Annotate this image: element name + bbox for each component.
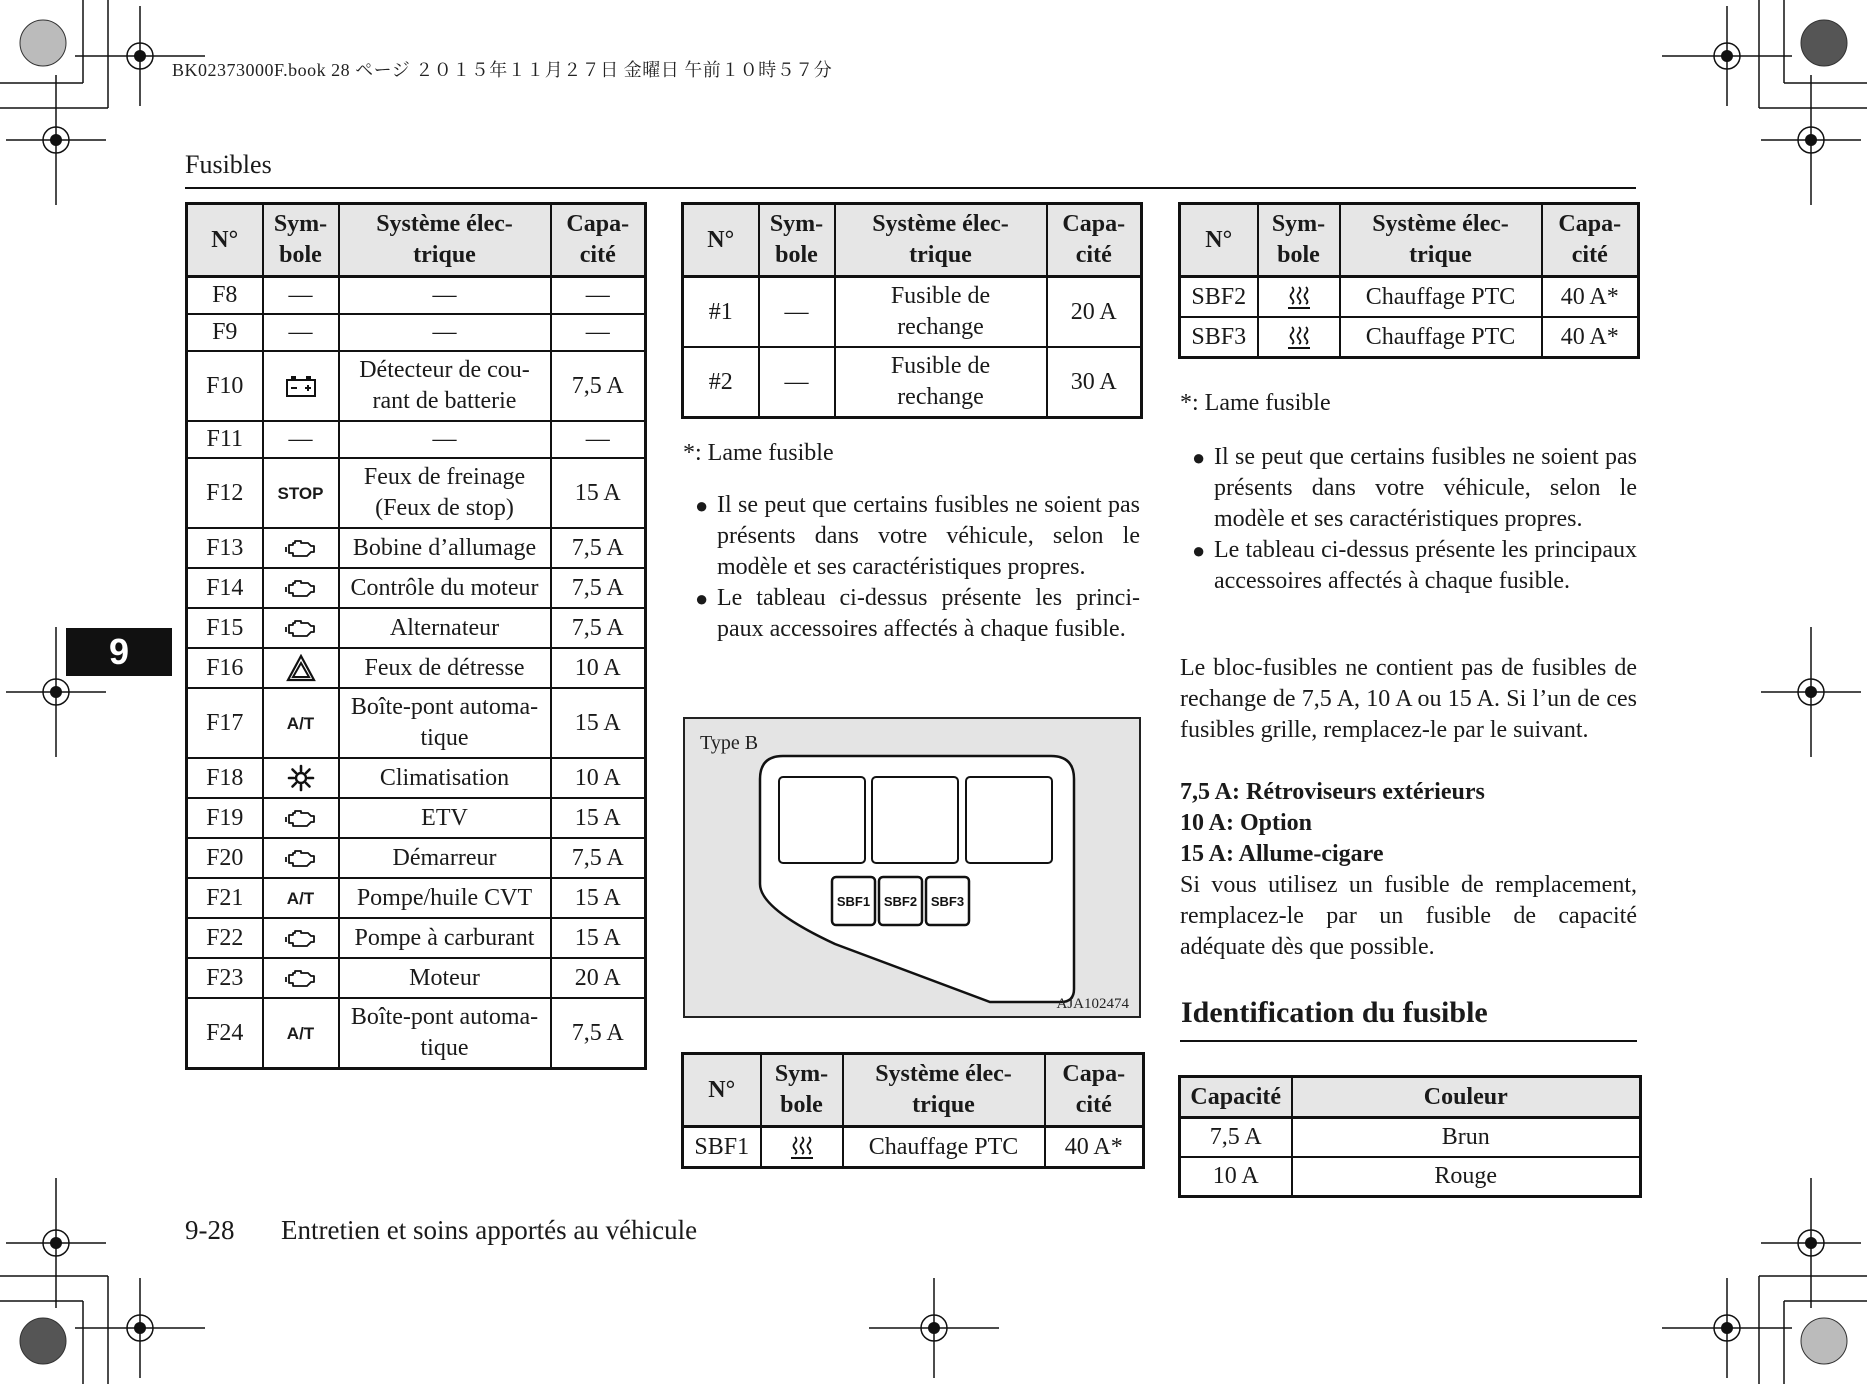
cell-capacity: 20 A: [1047, 277, 1142, 348]
heater-icon: [766, 1134, 838, 1160]
cell-system: —: [339, 314, 551, 351]
diagram-code: AJA102474: [1056, 996, 1129, 1012]
cell-system: Fusible de rechange: [835, 277, 1047, 348]
cell-fuse-number: F24: [187, 998, 263, 1069]
cell-fuse-number: F14: [187, 568, 263, 608]
table-row: [1180, 1157, 1641, 1197]
cell-color: Brun: [1292, 1118, 1641, 1158]
fuse-table-sbf2-sbf3: [1178, 202, 1640, 359]
list-item: ● Il se peut que certains fusibles ne soient pas présents dans votre véhicule, selon le modèle et ses caractéristiques propres.: [1192, 442, 1637, 535]
table-row: [187, 314, 646, 351]
cell-system: —: [339, 277, 551, 315]
cell-capacity: 7,5 A: [551, 528, 646, 568]
relay-slot: [966, 777, 1052, 863]
table-row: [187, 998, 646, 1069]
cell-capacity: —: [551, 421, 646, 458]
cell-fuse-number: #2: [683, 347, 759, 418]
table-row: [187, 648, 646, 688]
cell-symbol: —: [263, 314, 339, 351]
table-row: [683, 1127, 1144, 1168]
col-header-symbol: Sym- bole: [759, 204, 835, 277]
cell-capacity: —: [551, 314, 646, 351]
table-row: [187, 528, 646, 568]
cell-system: Contrôle du moteur: [339, 568, 551, 608]
cell-system: Chauffage PTC: [843, 1127, 1045, 1168]
col-header-no: N°: [1180, 204, 1258, 277]
col-header-no: N°: [187, 204, 263, 277]
fuse-table-spare: [681, 202, 1143, 419]
cell-capacity: 15 A: [551, 918, 646, 958]
cell-capacity: 10 A: [551, 758, 646, 798]
cell-capacity: 10 A: [551, 648, 646, 688]
cell-capacity: —: [551, 277, 646, 315]
diagram-type-label: Type B: [700, 732, 759, 754]
cell-system: Boîte-pont automa- tique: [339, 688, 551, 758]
table-row: [187, 918, 646, 958]
engine-icon: [268, 537, 334, 559]
cell-symbol: —: [759, 347, 835, 418]
cell-symbol: —: [759, 277, 835, 348]
cell-capacity: 7,5 A: [551, 608, 646, 648]
cell-capacity: 7,5 A: [551, 351, 646, 421]
cell-fuse-number: F9: [187, 314, 263, 351]
col-header-capacity: Capa- cité: [1542, 204, 1639, 277]
cell-capacity: 20 A: [551, 958, 646, 998]
table-row: [187, 758, 646, 798]
col-header-capacite: Capacité: [1180, 1077, 1292, 1118]
cell-fuse-number: F18: [187, 758, 263, 798]
fuse-label: SBF1: [836, 894, 871, 909]
fuse-color-table: [1178, 1075, 1642, 1198]
cell-symbol: [263, 958, 339, 998]
fan-icon: [268, 764, 334, 792]
table-row: [187, 608, 646, 648]
col-header-system: Système élec- trique: [1340, 204, 1542, 277]
battery-icon: [268, 374, 334, 398]
fuse-sbf3: [926, 877, 969, 925]
cell-symbol: —: [263, 421, 339, 458]
cell-fuse-number: SBF1: [683, 1127, 761, 1168]
cell-symbol: [263, 758, 339, 798]
fuse-sbf1: [832, 877, 875, 925]
table-header-row: [1180, 204, 1639, 277]
cell-fuse-number: F12: [187, 458, 263, 528]
cell-fuse-number: F15: [187, 608, 263, 648]
table-row: [187, 277, 646, 315]
cell-system: Alternateur: [339, 608, 551, 648]
spare-fuse-paragraph: Le bloc-fusibles ne contient pas de fusibles de rechange de 7,5 A, 10 A ou 15 A. Si l’un de ces fusibles grille, remplacez-le par le suivant.: [1180, 655, 1637, 743]
cell-capacity: 7,5 A: [551, 568, 646, 608]
cell-capacity: 10 A: [1180, 1157, 1292, 1197]
table-row: [1180, 277, 1639, 318]
identification-rule: [1180, 1040, 1637, 1042]
cell-system: Climatisation: [339, 758, 551, 798]
spare-item: 7,5 A: Rétroviseurs extérieurs: [1180, 779, 1485, 805]
cell-symbol: [761, 1127, 843, 1168]
table-header-row: [683, 204, 1142, 277]
cell-fuse-number: F19: [187, 798, 263, 838]
cell-system: Démarreur: [339, 838, 551, 878]
col-header-symbol: Sym- bole: [263, 204, 339, 277]
cell-fuse-number: F11: [187, 421, 263, 458]
table-row: [187, 421, 646, 458]
cell-capacity: 7,5 A: [551, 838, 646, 878]
col-header-capacity: Capa- cité: [1045, 1054, 1144, 1127]
fuse-label: SBF3: [930, 894, 965, 909]
table-row: [187, 458, 646, 528]
col-header-couleur: Couleur: [1292, 1077, 1641, 1118]
col-header-no: N°: [683, 1054, 761, 1127]
list-item: ● Il se peut que certains fusibles ne soient pas présents dans votre véhicule, selon le modèle et ses caractéristiques propres.: [695, 490, 1140, 583]
cell-fuse-number: F8: [187, 277, 263, 315]
notes-list-mid: [695, 490, 1140, 645]
spare-item: 10 A: Option: [1180, 810, 1313, 836]
list-item: ● Le tableau ci-dessus présente les principaux accessoires affectés à chaque fusible.: [1192, 535, 1637, 597]
table-row: [187, 878, 646, 918]
fuse-table-main: [185, 202, 647, 1070]
table-header-row: [683, 1054, 1144, 1127]
cell-system: Feux de freinage (Feux de stop): [339, 458, 551, 528]
spare-fuse-list: [1180, 777, 1637, 870]
cell-symbol: [263, 798, 339, 838]
cell-symbol: [263, 351, 339, 421]
table-row: [187, 958, 646, 998]
cell-system: ETV: [339, 798, 551, 838]
list-item: ● Le tableau ci-dessus présente les princi-paux accessoires affectés à chaque fusible.: [695, 583, 1140, 645]
col-header-capacity: Capa- cité: [551, 204, 646, 277]
print-slug: BK02373000F.book 28 ページ ２０１５年１１月２７日 金曜日 午前１０時５７分: [172, 60, 833, 80]
fuse-label: SBF2: [883, 894, 918, 909]
cell-symbol: [263, 528, 339, 568]
cell-system: Pompe/huile CVT: [339, 878, 551, 918]
cell-symbol: [1258, 277, 1340, 318]
cell-symbol: [263, 608, 339, 648]
stop-text-symbol: STOP: [263, 458, 339, 528]
cell-symbol: [263, 918, 339, 958]
cell-system: Détecteur de cou- rant de batterie: [339, 351, 551, 421]
cell-system: Chauffage PTC: [1340, 277, 1542, 318]
table-row: [683, 277, 1142, 348]
col-header-system: Système élec- trique: [835, 204, 1047, 277]
identification-title: Identification du fusible: [1181, 996, 1488, 1029]
col-header-system: Système élec- trique: [339, 204, 551, 277]
cell-system: Moteur: [339, 958, 551, 998]
header-rule: [185, 187, 1636, 189]
engine-icon: [268, 927, 334, 949]
hazard-icon: [268, 654, 334, 682]
table-row: [187, 798, 646, 838]
cell-capacity: 7,5 A: [551, 998, 646, 1069]
cell-system: —: [339, 421, 551, 458]
page-number: 9-28: [185, 1215, 235, 1245]
cell-fuse-number: F20: [187, 838, 263, 878]
chapter-tab: 9: [66, 628, 172, 676]
relay-slot: [872, 777, 958, 863]
fuse-block-diagram: [683, 717, 1141, 1018]
table-row: [187, 568, 646, 608]
cell-symbol: [1258, 317, 1340, 358]
table-header-row: [1180, 1077, 1641, 1118]
at-text-symbol: A/T: [263, 688, 339, 758]
cell-capacity: 40 A*: [1542, 317, 1639, 358]
relay-slot: [779, 777, 865, 863]
col-header-capacity: Capa- cité: [1047, 204, 1142, 277]
heater-icon: [1263, 284, 1335, 310]
cell-system: Fusible de rechange: [835, 347, 1047, 418]
cell-system: Bobine d’allumage: [339, 528, 551, 568]
notes-list-right: [1192, 442, 1637, 597]
cell-capacity: 15 A: [551, 798, 646, 838]
engine-icon: [268, 807, 334, 829]
cell-capacity: 15 A: [551, 688, 646, 758]
col-header-symbol: Sym- bole: [761, 1054, 843, 1127]
engine-icon: [268, 617, 334, 639]
table-row: [187, 688, 646, 758]
cell-fuse-number: F10: [187, 351, 263, 421]
at-text-symbol: A/T: [263, 878, 339, 918]
cell-fuse-number: F13: [187, 528, 263, 568]
cell-system: Boîte-pont automa- tique: [339, 998, 551, 1069]
cell-capacity: 15 A: [551, 878, 646, 918]
cell-fuse-number: F23: [187, 958, 263, 998]
section-title: Fusibles: [185, 150, 272, 179]
cell-fuse-number: F22: [187, 918, 263, 958]
cell-symbol: [263, 648, 339, 688]
heater-icon: [1263, 324, 1335, 350]
fuse-table-sbf1: [681, 1052, 1145, 1169]
cell-system: Pompe à carburant: [339, 918, 551, 958]
cell-fuse-number: F16: [187, 648, 263, 688]
table-header-row: [187, 204, 646, 277]
lame-note-mid: *: Lame fusible: [683, 440, 834, 466]
cell-capacity: 7,5 A: [1180, 1118, 1292, 1158]
table-row: [187, 351, 646, 421]
cell-fuse-number: SBF2: [1180, 277, 1258, 318]
cell-fuse-number: SBF3: [1180, 317, 1258, 358]
cell-fuse-number: #1: [683, 277, 759, 348]
cell-capacity: 15 A: [551, 458, 646, 528]
cell-system: Chauffage PTC: [1340, 317, 1542, 358]
cell-fuse-number: F17: [187, 688, 263, 758]
col-header-no: N°: [683, 204, 759, 277]
cell-system: Feux de détresse: [339, 648, 551, 688]
cell-fuse-number: F21: [187, 878, 263, 918]
table-row: [187, 838, 646, 878]
lame-note-right: *: Lame fusible: [1180, 390, 1331, 416]
at-text-symbol: A/T: [263, 998, 339, 1069]
table-row: [683, 347, 1142, 418]
col-header-symbol: Sym- bole: [1258, 204, 1340, 277]
spare-item: 15 A: Allume-cigare: [1180, 841, 1384, 867]
col-header-system: Système élec- trique: [843, 1054, 1045, 1127]
cell-capacity: 30 A: [1047, 347, 1142, 418]
table-row: [1180, 1118, 1641, 1158]
fuse-sbf2: [879, 877, 922, 925]
table-row: [1180, 317, 1639, 358]
cell-capacity: 40 A*: [1045, 1127, 1144, 1168]
cell-capacity: 40 A*: [1542, 277, 1639, 318]
engine-icon: [268, 967, 334, 989]
chapter-title: Entretien et soins apportés au véhicule: [281, 1215, 698, 1245]
replacement-paragraph: Si vous utilisez un fusible de remplacement, remplacez-le par un fusible de capacité adéquate dès que possible.: [1180, 872, 1637, 960]
cell-symbol: —: [263, 277, 339, 315]
engine-icon: [268, 577, 334, 599]
engine-icon: [268, 847, 334, 869]
cell-symbol: [263, 838, 339, 878]
cell-color: Rouge: [1292, 1157, 1641, 1197]
cell-symbol: [263, 568, 339, 608]
